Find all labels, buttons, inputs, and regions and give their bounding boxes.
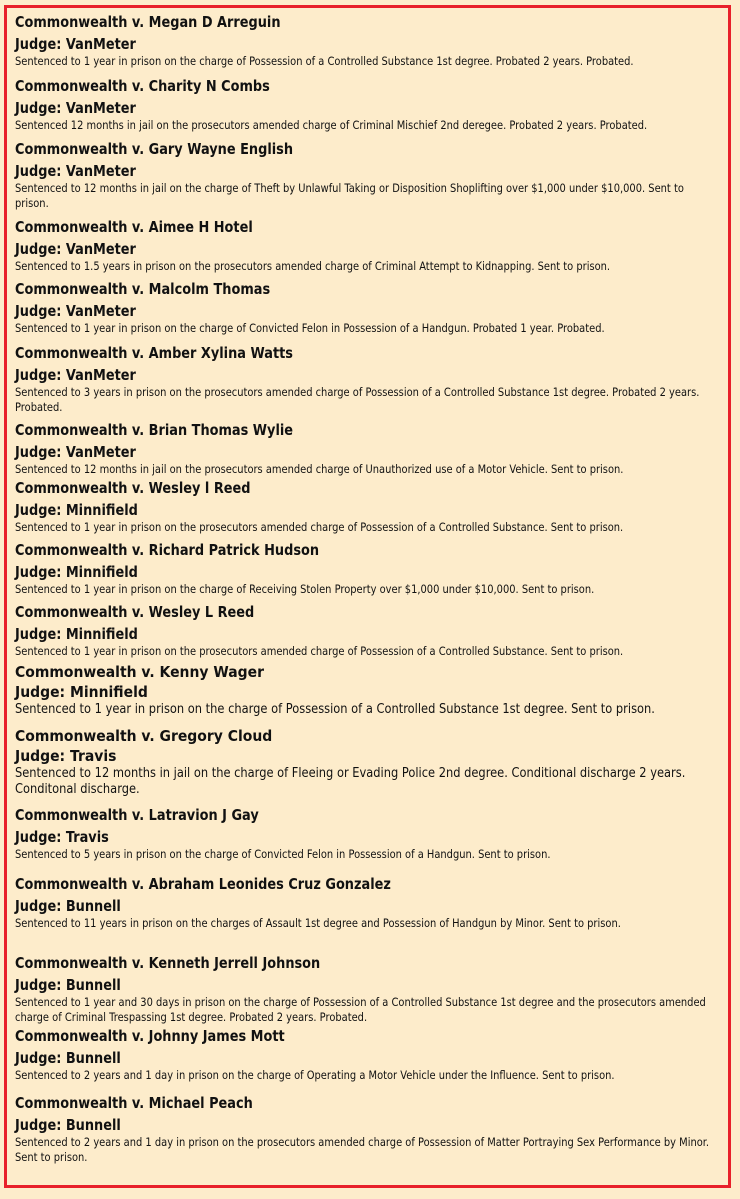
case-entry — [15, 602, 719, 659]
case-entry — [15, 726, 719, 798]
sentence-text: Sentenced to 1 year in prison on the prosecutors amended charge of Possession of a Controlled Substance. Sent to prison. — [15, 520, 624, 534]
judge-name: Judge: VanMeter — [15, 162, 136, 180]
judge-name: Judge: Bunnell — [15, 897, 121, 915]
judge-name: Judge: Bunnell — [15, 1049, 121, 1067]
sentence-text: Sentenced to 1 year in prison on the charge of Possession of a Controlled Substance 1st degree. Sent to prison. — [15, 702, 655, 717]
case-entry — [15, 1026, 719, 1083]
case-entry — [15, 953, 719, 1025]
sentence-text: Sentenced to 1 year in prison on the prosecutors amended charge of Possession of a Controlled Substance. Sent to prison. — [15, 644, 624, 658]
judge-name: Judge: VanMeter — [15, 366, 136, 384]
case-entry — [15, 874, 719, 931]
judge-name: Judge: Minnifield — [15, 501, 138, 519]
judge-name: Judge: VanMeter — [15, 35, 136, 53]
case-title: Commonwealth v. Charity N Combs — [15, 77, 270, 95]
case-entry — [15, 420, 719, 477]
case-title: Commonwealth v. Megan D Arreguin — [15, 13, 281, 31]
case-entry — [15, 279, 719, 336]
case-entry — [15, 139, 719, 211]
judge-name: Judge: VanMeter — [15, 443, 136, 461]
case-title: Commonwealth v. Malcolm Thomas — [15, 280, 271, 298]
case-title: Commonwealth v. Gregory Cloud — [15, 727, 273, 745]
case-entry — [15, 76, 719, 133]
case-title: Commonwealth v. Brian Thomas Wylie — [15, 421, 294, 439]
sentence-text: Sentenced to 1 year and 30 days in prison on the charge of Possession of a Controlled Substance 1st degree and the prosecutors amended charge of Criminal Trespassing 1st degree. Probated 2 years. Probated. — [15, 995, 706, 1024]
case-title: Commonwealth v. Amber Xylina Watts — [15, 344, 293, 362]
case-title: Commonwealth v. Wesley l Reed — [15, 479, 251, 497]
sentence-text: Sentenced to 1 year in prison on the charge of Possession of a Controlled Substance 1st degree. Probated 2 years. Probated. — [15, 54, 634, 68]
judge-name: Judge: VanMeter — [15, 302, 136, 320]
judge-name: Judge: Bunnell — [15, 976, 121, 994]
judge-name: Judge: Travis — [15, 747, 117, 765]
judge-name: Judge: Minnifield — [15, 625, 138, 643]
case-title: Commonwealth v. Aimee H Hotel — [15, 218, 253, 236]
sentence-text: Sentenced to 12 months in jail on the charge of Theft by Unlawful Taking or Disposition Shoplifting over $1,000 under $10,000. Sent to prison. — [15, 181, 684, 210]
case-entry — [15, 343, 719, 415]
case-entry — [15, 1093, 719, 1165]
judge-name: Judge: Travis — [15, 828, 109, 846]
case-entry — [15, 217, 719, 274]
sentence-text: Sentenced to 12 months in jail on the charge of Fleeing or Evading Police 2nd degree. Conditional discharge 2 years. Conditonal discharge. — [15, 766, 686, 797]
case-title: Commonwealth v. Michael Peach — [15, 1094, 253, 1112]
sentence-text: Sentenced to 3 years in prison on the prosecutors amended charge of Possession of a Controlled Substance 1st degree. Probated 2 years. Probated. — [15, 385, 700, 414]
case-entry — [15, 540, 719, 597]
judge-name: Judge: VanMeter — [15, 240, 136, 258]
case-entry — [15, 805, 719, 862]
sentence-text: Sentenced to 5 years in prison on the charge of Convicted Felon in Possession of a Handgun. Sent to prison. — [15, 847, 551, 861]
case-title: Commonwealth v. Kenneth Jerrell Johnson — [15, 954, 321, 972]
case-title: Commonwealth v. Abraham Leonides Cruz Gonzalez — [15, 875, 391, 893]
case-title: Commonwealth v. Wesley L Reed — [15, 603, 255, 621]
sentence-text: Sentenced to 1.5 years in prison on the prosecutors amended charge of Criminal Attempt to Kidnapping. Sent to prison. — [15, 259, 611, 273]
case-entry — [15, 478, 719, 535]
judge-name: Judge: Minnifield — [15, 683, 148, 701]
judge-name: Judge: VanMeter — [15, 99, 136, 117]
case-title: Commonwealth v. Richard Patrick Hudson — [15, 541, 320, 559]
case-title: Commonwealth v. Kenny Wager — [15, 663, 264, 681]
sentence-text: Sentenced to 1 year in prison on the charge of Convicted Felon in Possession of a Handgun. Probated 1 year. Probated. — [15, 321, 605, 335]
sentence-text: Sentenced to 2 years and 1 day in prison on the prosecutors amended charge of Possession of Matter Portraying Sex Performance by Minor. Sent to prison. — [15, 1135, 710, 1164]
case-title: Commonwealth v. Gary Wayne English — [15, 140, 294, 158]
sentence-text: Sentenced to 2 years and 1 day in prison on the charge of Operating a Motor Vehicle under the Influence. Sent to prison. — [15, 1068, 615, 1082]
case-entry — [15, 12, 719, 69]
sentence-text: Sentenced to 1 year in prison on the charge of Receiving Stolen Property over $1,000 under $10,000. Sent to prison. — [15, 582, 595, 596]
case-entry — [15, 662, 719, 718]
sentence-text: Sentenced to 11 years in prison on the charges of Assault 1st degree and Possession of Handgun by Minor. Sent to prison. — [15, 916, 621, 930]
case-title: Commonwealth v. Johnny James Mott — [15, 1027, 285, 1045]
judge-name: Judge: Minnifield — [15, 563, 138, 581]
judge-name: Judge: Bunnell — [15, 1116, 121, 1134]
sentence-text: Sentenced 12 months in jail on the prosecutors amended charge of Criminal Mischief 2nd deregee. Probated 2 years. Probated. — [15, 118, 648, 132]
case-title: Commonwealth v. Latravion J Gay — [15, 806, 259, 824]
sentence-text: Sentenced to 12 months in jail on the prosecutors amended charge of Unauthorized use of a Motor Vehicle. Sent to prison. — [15, 462, 624, 476]
